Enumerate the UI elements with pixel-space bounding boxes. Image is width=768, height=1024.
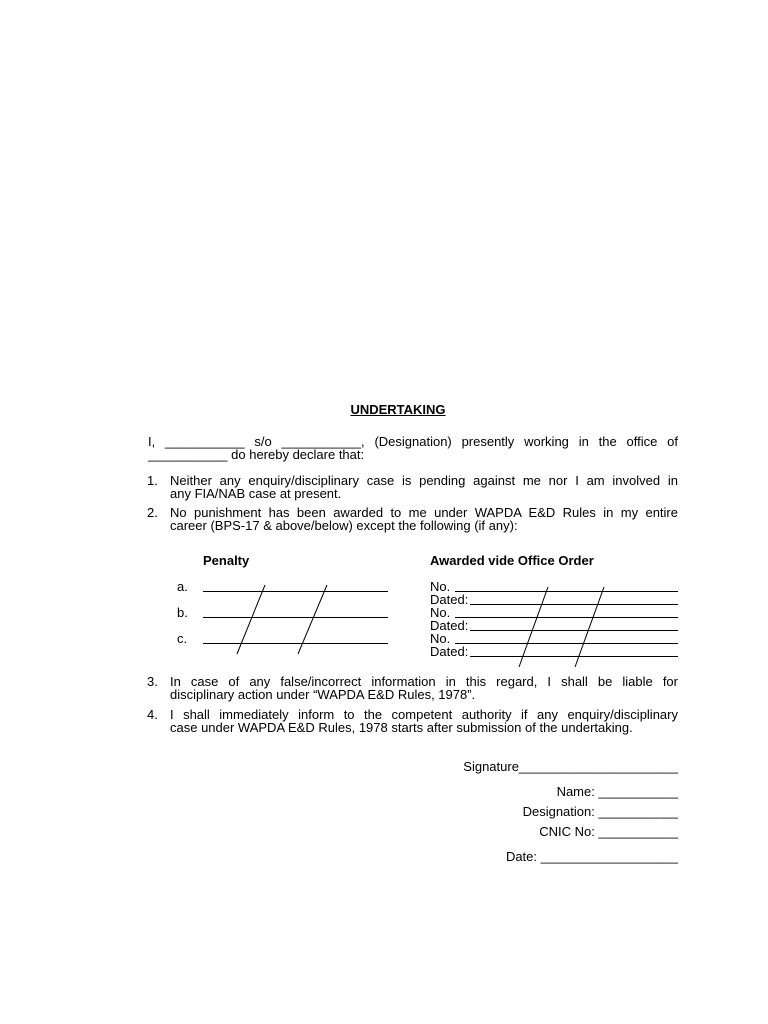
name-field[interactable]: Name: ___________ (556, 784, 678, 799)
penalty-header: Penalty (203, 553, 250, 568)
list-item-line-1: Neither any enquiry/disciplinary case is pending against me nor I am involved in (170, 473, 678, 488)
list-item-number: 4. (147, 707, 158, 722)
list-item-text (170, 675, 678, 701)
order-slash-right (575, 587, 604, 667)
designation-field[interactable]: Designation: ___________ (522, 804, 678, 819)
declaration-line-2: ___________ do hereby declare that: (148, 447, 365, 462)
list-item-line-2: career (BPS-17 & above/below) except the following (if any): (170, 518, 518, 533)
list-item-line-1: No punishment has been awarded to me under WAPDA E&D Rules in my entire (170, 505, 678, 520)
order-dated-label: Dated: (430, 644, 469, 659)
order-slash-left (519, 587, 548, 667)
document-title: UNDERTAKING (350, 402, 446, 417)
list-item-line-1: In case of any false/incorrect information in this regard, I shall be liable for (170, 674, 678, 689)
order-no-label: No. (430, 605, 451, 620)
row-letter-a: a. (177, 579, 188, 594)
list-item-text (170, 708, 678, 734)
office-order-header: Awarded vide Office Order (430, 553, 594, 568)
order-no-label: No. (430, 579, 451, 594)
date-field[interactable]: Date: ___________________ (505, 849, 678, 864)
penalty-slash-right (298, 585, 327, 654)
list-item-line-2: case under WAPDA E&D Rules, 1978 starts after submission of the undertaking. (170, 720, 633, 735)
list-item-line-1: I shall immediately inform to the competent authority if any enquiry/disciplinary (170, 707, 678, 722)
list-item-number: 3. (147, 674, 158, 689)
list-item-line-2: disciplinary action under “WAPDA E&D Rules, 1978”. (170, 687, 476, 702)
order-no-label: No. (430, 631, 451, 646)
penalty-slash-left (237, 585, 265, 654)
cnic-field[interactable]: CNIC No: ___________ (539, 824, 678, 839)
order-dated-label: Dated: (430, 618, 469, 633)
declaration-line-1: I, ___________ s/o ___________, (Designation) presently working in the office of (148, 434, 678, 449)
list-item-number: 1. (147, 473, 158, 488)
order-dated-label: Dated: (430, 592, 469, 607)
row-letter-c: c. (177, 631, 188, 646)
list-item-number: 2. (147, 505, 158, 520)
list-item-line-2: any FIA/NAB case at present. (170, 486, 342, 501)
signature-line[interactable]: Signature______________________ (463, 759, 678, 774)
row-letter-b: b. (177, 605, 188, 620)
